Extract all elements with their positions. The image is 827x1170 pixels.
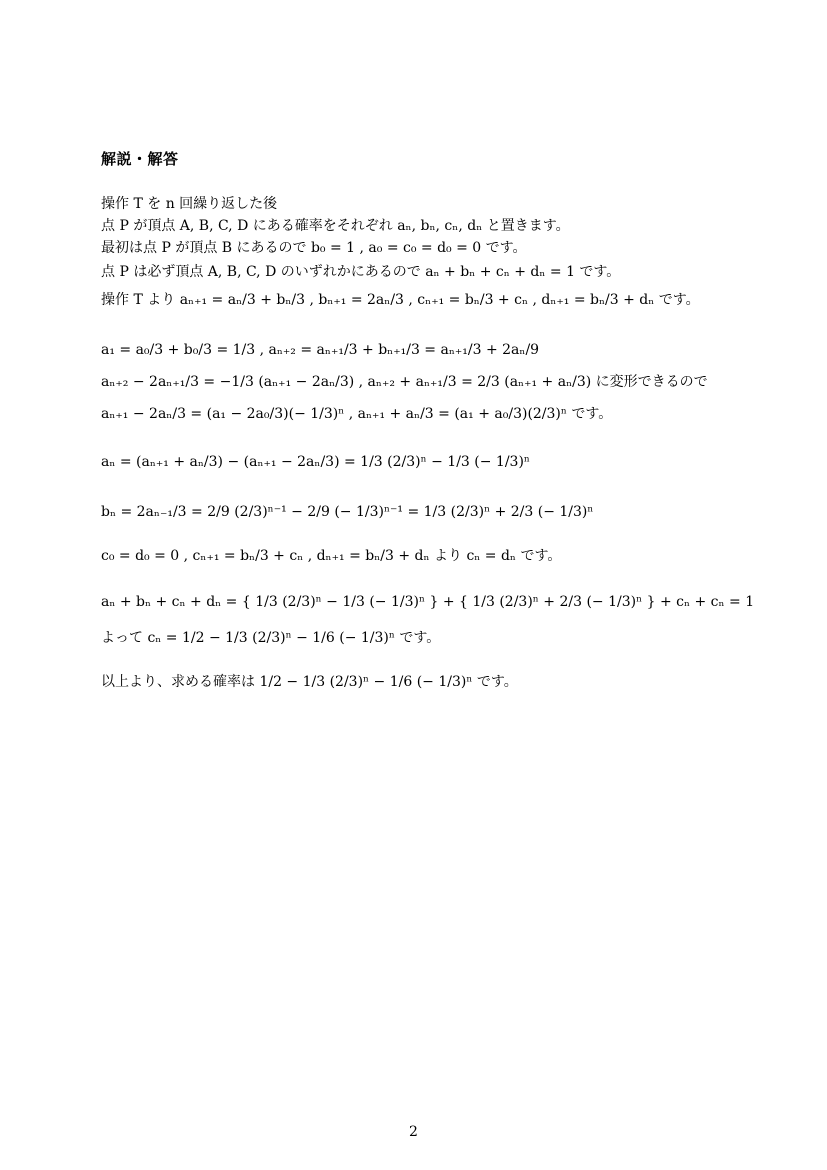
text-line: 点 P は必ず頂点 A, B, C, D のいずれかにあるので aₙ + bₙ + cₙ + dₙ = 1 です。 (101, 264, 621, 280)
equation-line: よって cₙ = 1/2 − 1/3 (2/3)ⁿ − 1/6 (− 1/3)ⁿ です。 (101, 630, 441, 646)
text-line: 操作 T を n 回繰り返した後 (101, 196, 278, 212)
equation-line: aₙ = (aₙ₊₁ + aₙ/3) − (aₙ₊₁ − 2aₙ/3) = 1/3 (2/3)ⁿ − 1/3 (− 1/3)ⁿ (101, 454, 530, 470)
equation-line: aₙ₊₂ − 2aₙ₊₁/3 = −1/3 (aₙ₊₁ − 2aₙ/3) , aₙ₊₂ + aₙ₊₁/3 = 2/3 (aₙ₊₁ + aₙ/3) に変形できるので (101, 374, 708, 390)
equation-line: 以上より、求める確率は 1/2 − 1/3 (2/3)ⁿ − 1/6 (− 1/3)ⁿ です。 (101, 674, 518, 690)
section-heading: 解説・解答 (101, 150, 179, 168)
text-line: 最初は点 P が頂点 B にあるので b₀ = 1 , a₀ = c₀ = d₀ = 0 です。 (101, 240, 527, 256)
equation-line: aₙ + bₙ + cₙ + dₙ = { 1/3 (2/3)ⁿ − 1/3 (− 1/3)ⁿ } + { 1/3 (2/3)ⁿ + 2/3 (− 1/3)ⁿ } + cₙ + cₙ = 1 (101, 594, 755, 610)
equation-line: c₀ = d₀ = 0 , cₙ₊₁ = bₙ/3 + cₙ , dₙ₊₁ = bₙ/3 + dₙ より cₙ = dₙ です。 (101, 548, 562, 564)
equation-line: a₁ = a₀/3 + b₀/3 = 1/3 , aₙ₊₂ = aₙ₊₁/3 + bₙ₊₁/3 = aₙ₊₁/3 + 2aₙ/9 (101, 342, 540, 358)
equation-line: bₙ = 2aₙ₋₁/3 = 2/9 (2/3)ⁿ⁻¹ − 2/9 (− 1/3)ⁿ⁻¹ = 1/3 (2/3)ⁿ + 2/3 (− 1/3)ⁿ (101, 504, 594, 520)
text-line: 操作 T より aₙ₊₁ = aₙ/3 + bₙ/3 , bₙ₊₁ = 2aₙ/3 , cₙ₊₁ = bₙ/3 + cₙ , dₙ₊₁ = bₙ/3 + dₙ です。 (101, 292, 700, 308)
page-number: 2 (409, 1124, 418, 1140)
text-line: 点 P が頂点 A, B, C, D にある確率をそれぞれ aₙ, bₙ, cₙ, dₙ と置きます。 (101, 218, 570, 234)
equation-line: aₙ₊₁ − 2aₙ/3 = (a₁ − 2a₀/3)(− 1/3)ⁿ , aₙ₊₁ + aₙ/3 = (a₁ + a₀/3)(2/3)ⁿ です。 (101, 406, 613, 422)
